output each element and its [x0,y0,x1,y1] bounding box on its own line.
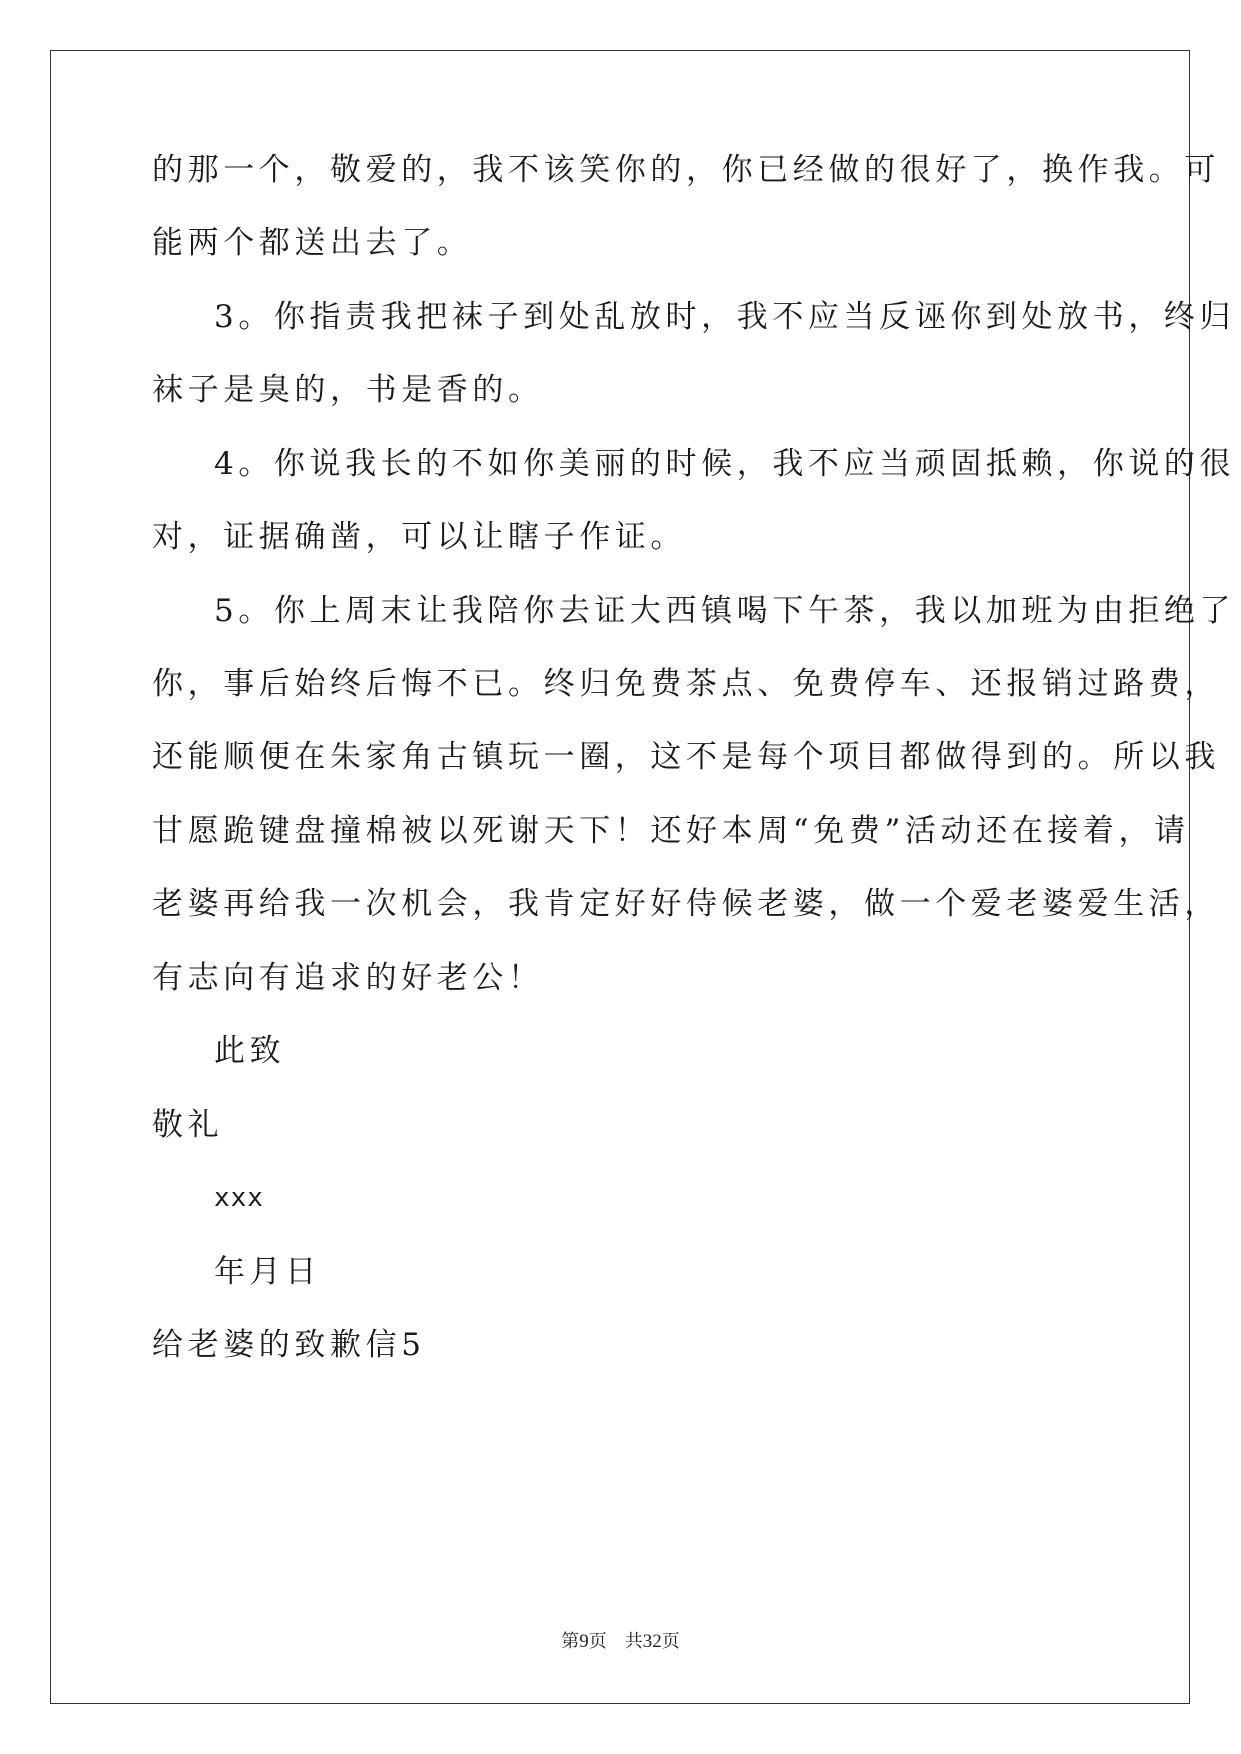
signature: xxx [214,1183,264,1213]
text-line: 的那一个，敬爱的，我不该笑你的，你已经做的很好了，换作我。可 [152,152,1220,188]
text-line: 5。你上周末让我陪你去证大西镇喝下午茶，我以加班为由拒绝了 [214,593,1236,629]
text-line: 还能顺便在朱家角古镇玩一圈，这不是每个项目都做得到的。所以我 [152,739,1220,775]
text-line: 袜子是臭的，书是香的。 [152,372,544,408]
text-line: 你，事后始终后悔不已。终归免费茶点、免费停车、还报销过路费， [152,666,1220,702]
text-line: 能两个都送出去了。 [152,225,473,261]
page-footer [0,1630,1241,1654]
text-line: 4。你说我长的不如你美丽的时候，我不应当顽固抵赖，你说的很 [214,446,1236,482]
section-title: 给老婆的致歉信5 [152,1327,426,1363]
text-line: 老婆再给我一次机会，我肯定好好侍候老婆，做一个爱老婆爱生活， [152,886,1220,922]
date-line: 年月日 [214,1254,321,1290]
text-line: 甘愿跪键盘撞棉被以死谢天下！还好本周“免费”活动还在接着，请 [152,813,1190,849]
page-suffix: 页 [588,1631,607,1652]
page-prefix: 第 [561,1631,580,1652]
text-line: 对，证据确凿，可以让瞎子作证。 [152,519,686,555]
total-suffix: 页 [661,1631,680,1652]
closing-salutation: 此致 [214,1033,286,1069]
total-pages: 32 [642,1631,662,1652]
text-line: 3。你指责我把袜子到处乱放时，我不应当反诬你到处放书，终归 [214,299,1236,335]
total-prefix: 共 [624,1631,643,1652]
text-line: 有志向有追求的好老公！ [152,960,544,996]
page-number: 9 [579,1631,589,1652]
closing-regards: 敬礼 [152,1107,224,1143]
